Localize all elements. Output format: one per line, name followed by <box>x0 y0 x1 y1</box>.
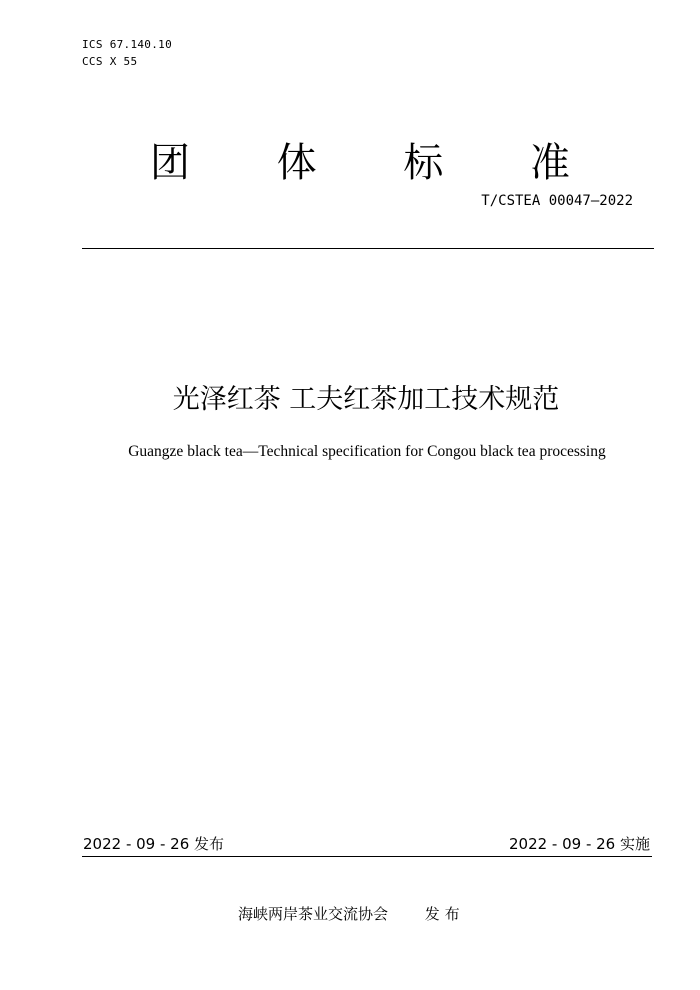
standard-type-heading <box>150 138 570 188</box>
standard-type-char: 准 <box>529 140 570 186</box>
ics-code: ICS 67.140.10 <box>82 38 172 51</box>
ccs-code: CCS X 55 <box>82 55 138 68</box>
publisher-name: 海峡两岸茶业交流协会 <box>238 905 389 923</box>
publish-label: 发 布 <box>424 905 460 923</box>
footer-divider <box>82 856 652 857</box>
issue-date: 2022 - 09 - 26 发布 <box>83 835 225 853</box>
document-title-english: Guangze black tea—Technical specification for Congou black tea processing <box>128 443 606 460</box>
classification-codes <box>82 36 172 70</box>
header-divider <box>82 248 654 249</box>
standard-type-char: 团 <box>150 140 190 186</box>
standard-type-char: 标 <box>403 140 444 186</box>
standard-type-char: 体 <box>276 140 317 186</box>
document-title-chinese: 光泽红茶 工夫红茶加工技术规范 <box>172 384 560 415</box>
publisher-line <box>238 903 460 925</box>
implementation-date: 2022 - 09 - 26 实施 <box>508 835 650 853</box>
standard-number: T/CSTEA 00047—2022 <box>481 193 633 209</box>
